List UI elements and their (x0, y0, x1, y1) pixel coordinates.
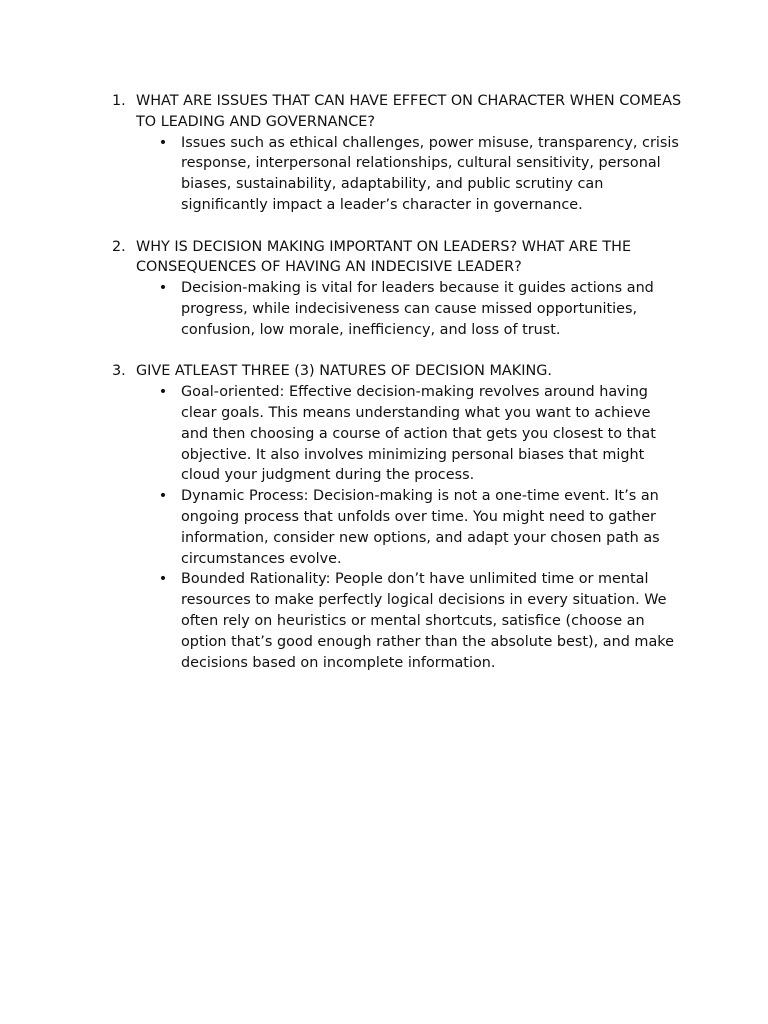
answer-item (158, 278, 682, 340)
answer-item (158, 486, 682, 569)
bullet-icon: • (158, 571, 168, 588)
question-item (112, 361, 682, 673)
question-number: 1. (112, 93, 126, 109)
answer-item (158, 133, 682, 216)
answer-text: Bounded Rationality: People don’t have unlimited time or mental resources to make perfectly logical decisions in every situation. We often rely on heuristics or mental shortcuts, satisfice (choose an option that’s good enough rather than the absolute best), and make decisions based on incomplete information. (181, 571, 674, 671)
answer-text: Decision-making is vital for leaders because it guides actions and progress, while indecisiveness can cause missed opportunities, confusion, low morale, inefficiency, and loss of trust. (181, 280, 654, 338)
answer-text: Dynamic Process: Decision-making is not a one-time event. It’s an ongoing process that unfolds over time. You might need to gather information, consider new options, and adapt your chosen path as circumstances evolve. (181, 488, 660, 567)
answer-item (158, 382, 682, 486)
answer-text: Issues such as ethical challenges, power misuse, transparency, crisis response, interpersonal relationships, cultural sensitivity, personal biases, sustainability, adaptability, and public scrutiny can significantly impact a leader’s character in governance. (181, 134, 679, 213)
bullet-icon: • (158, 134, 168, 151)
answer-list (136, 133, 682, 216)
question-text: WHAT ARE ISSUES THAT CAN HAVE EFFECT ON CHARACTER WHEN COMEAS TO LEADING AND GOVERNANCE? (136, 93, 682, 130)
answer-list (136, 278, 682, 340)
answer-list (136, 382, 682, 673)
question-text: WHY IS DECISION MAKING IMPORTANT ON LEADERS? WHAT ARE THE CONSEQUENCES OF HAVING AN INDECISIVE LEADER? (136, 238, 632, 276)
answer-text: Goal-oriented: Effective decision-making revolves around having clear goals. This means understanding what you want to achieve and then choosing a course of action that gets you closest to that objective. It also involves minimizing personal biases that might cloud your judgment during the process. (181, 384, 656, 484)
question-item (112, 91, 682, 216)
question-item (112, 237, 682, 341)
bullet-icon: • (158, 384, 168, 401)
question-number: 2. (112, 238, 126, 255)
bullet-icon: • (158, 280, 168, 297)
answer-item (158, 569, 682, 673)
question-text: GIVE ATLEAST THREE (3) NATURES OF DECISION MAKING. (136, 363, 552, 380)
bullet-icon: • (158, 488, 168, 505)
document-body (112, 91, 682, 694)
question-number: 3. (112, 363, 126, 380)
